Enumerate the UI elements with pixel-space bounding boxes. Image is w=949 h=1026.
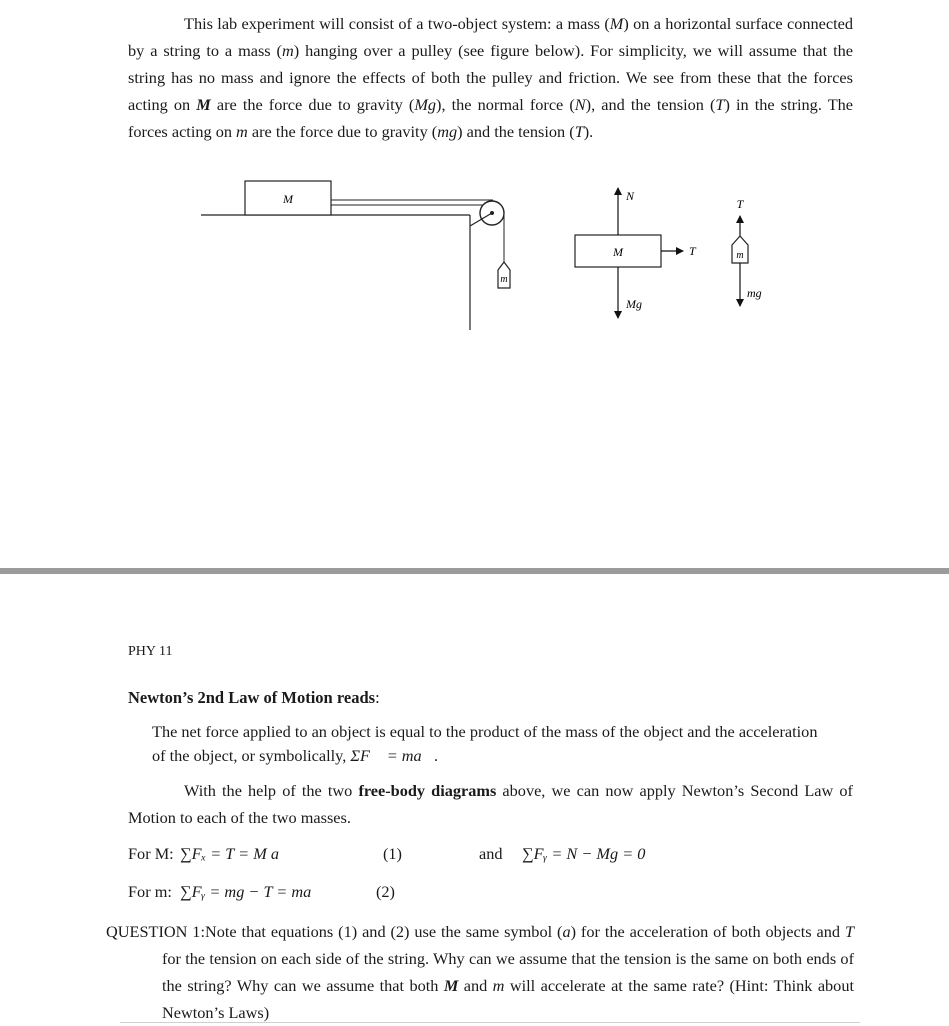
fbd-paragraph: [128, 777, 853, 831]
intro-paragraph: [128, 10, 853, 145]
fbd-text-bold: free-body diagrams: [358, 781, 497, 800]
fbd-m-block-label: m: [736, 250, 744, 261]
law-statement: [152, 720, 832, 768]
fbd-m-weight-label: mg: [747, 286, 762, 300]
question-text-4: and: [458, 976, 493, 995]
question-var-T: T: [844, 922, 855, 941]
question-text-1: Note that equations (1) and (2) use the same symbol (: [204, 922, 563, 941]
eq2-prefix: For m:: [128, 882, 172, 901]
eq1b-formula: ∑Fᵧ = N − Mg = 0: [522, 844, 646, 863]
section-heading-colon: :: [375, 688, 380, 707]
intro-var-M: M: [609, 14, 624, 33]
intro-var-m: m: [281, 41, 294, 60]
fbd-text-1: With the help of the two: [184, 781, 359, 800]
intro-text-6: ), and the tension (: [585, 95, 716, 114]
intro-text-7: ) in the string. The forces acting on: [128, 95, 854, 141]
eq2-formula: ∑Fᵧ = mg − T = ma: [180, 882, 312, 901]
block-M-label: M: [283, 192, 293, 206]
eq-and-word: and: [479, 844, 503, 863]
law-text: The net force applied to an object is equal to the product of the mass of the object and the acceleration of the object, or symbolically,: [152, 722, 818, 765]
question-var-M: M: [443, 976, 459, 995]
fbd-M-normal-label: N: [626, 189, 635, 203]
intro-text-8: are the force due to gravity (: [247, 122, 438, 141]
intro-text-5: ), the normal force (: [436, 95, 575, 114]
question-var-a: a: [562, 922, 571, 941]
intro-var-mg: mg: [437, 122, 458, 141]
bottom-rule: [120, 1022, 860, 1023]
section-heading: [128, 688, 380, 708]
intro-text-9: ) and the tension (: [457, 122, 575, 141]
intro-text-10: ).: [583, 122, 594, 141]
fbd-M-tension-label: T: [689, 244, 696, 258]
intro-text-2: ) on a horizontal surface connected by a string to a mass (: [128, 14, 853, 60]
intro-text-4: are the force due to gravity (: [210, 95, 415, 114]
fbd-M-label: M: [613, 245, 623, 259]
eq2-number: (2): [376, 882, 395, 901]
intro-var-M-2: M: [196, 95, 211, 114]
intro-var-T-2: T: [574, 122, 584, 141]
fbd-m-tension-label: T: [736, 197, 744, 211]
intro-var-m-2: m: [236, 122, 248, 141]
hanging-mass-label: m: [500, 274, 508, 285]
intro-var-Mg: Mg: [414, 95, 437, 114]
question-text-3: for the tension on each side of the string. Why can we assume that the tension is the same on both ends of the string? Why can we assume that both: [162, 949, 854, 995]
pulley-figure: [195, 178, 785, 338]
law-formula: ΣF⃗ = ma⃗.: [350, 746, 439, 765]
fbd-M-weight-label: Mg: [626, 297, 642, 311]
question-1: [106, 918, 854, 1026]
eq1-prefix: For M:: [128, 844, 174, 863]
intro-var-N: N: [574, 95, 586, 114]
fbd-text-2: above, we can now apply Newton’s Second Law of Motion to each of the two masses.: [128, 781, 853, 827]
section-heading-text: Newton’s 2nd Law of Motion reads: [128, 688, 376, 707]
question-label: QUESTION 1:: [106, 922, 205, 941]
intro-text-3: ) hanging over a pulley (see figure below). For simplicity, we will assume that the string has no mass and ignore the effects of both the pulley and friction. We see from these that the forces acting on: [128, 41, 853, 114]
intro-var-T: T: [715, 95, 725, 114]
question-var-m: m: [492, 976, 505, 995]
question-text-5: will accelerate at the same rate? (Hint: Think about Newton’s Laws): [162, 976, 854, 1022]
course-code: PHY 11: [128, 644, 173, 659]
eq1-formula: ∑Fₓ = T = M a: [180, 844, 279, 863]
eq1-number: (1): [383, 844, 402, 863]
intro-text-1: This lab experiment will consist of a two-object system: a mass (: [184, 14, 610, 33]
question-text-2: ) for the acceleration of both objects and: [570, 922, 845, 941]
